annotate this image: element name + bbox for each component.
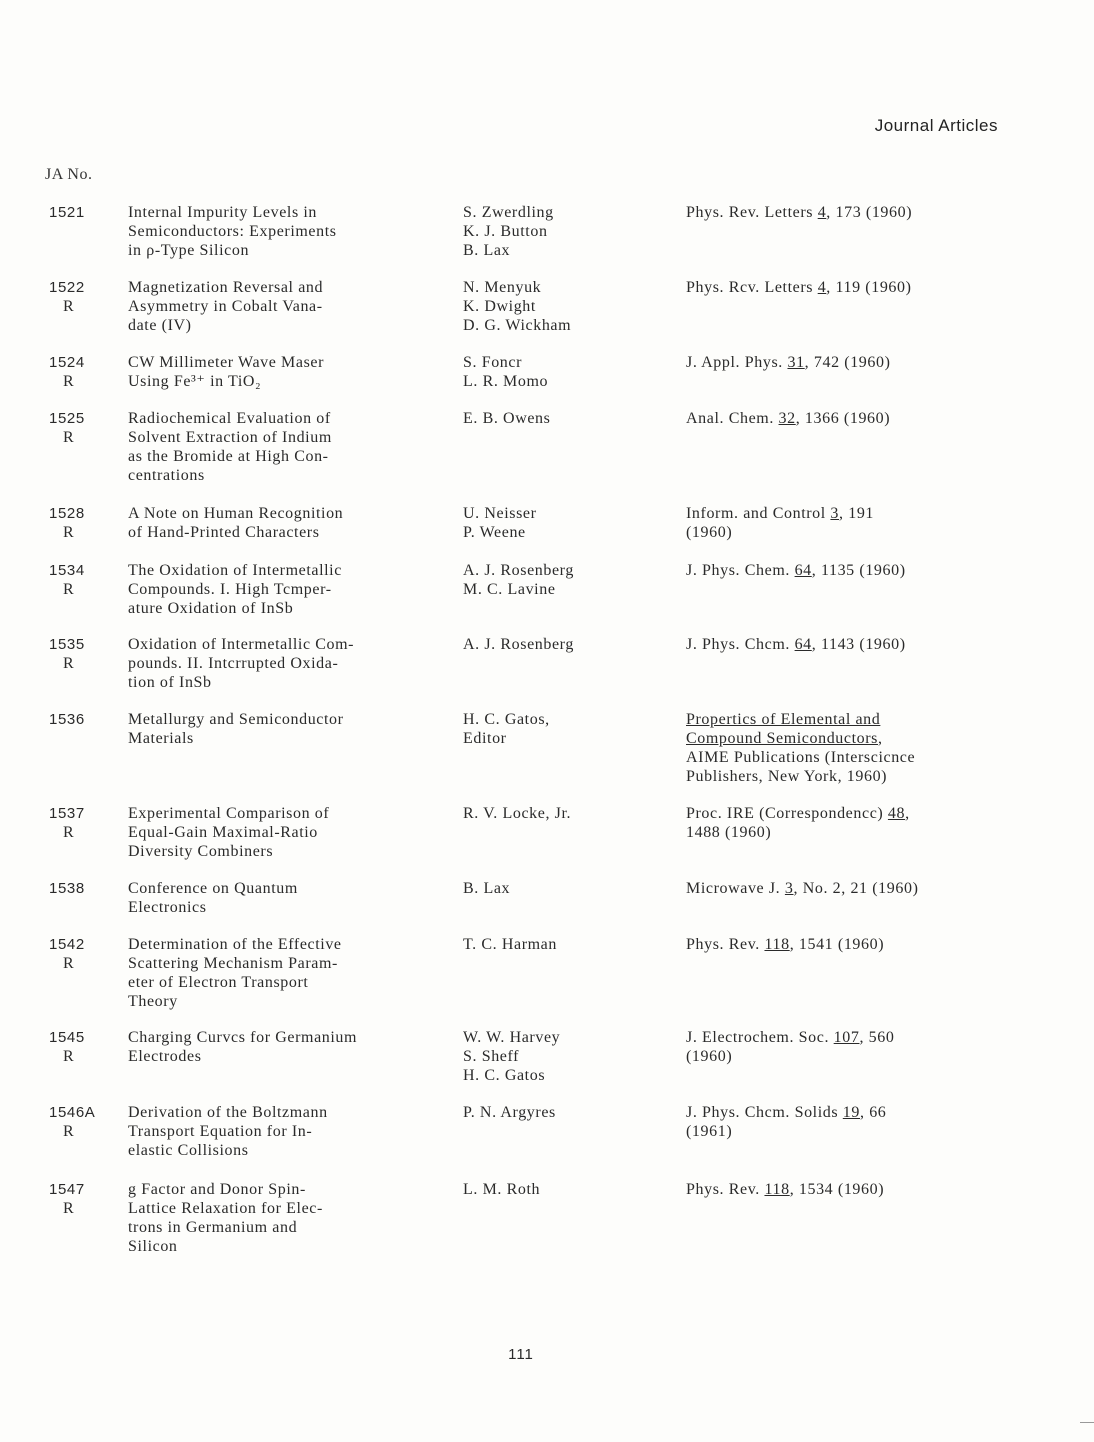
reference-text: , 1366 (1960) <box>795 410 891 427</box>
article-title <box>128 504 448 542</box>
article-title <box>128 1103 448 1160</box>
article-title <box>128 561 448 618</box>
ja-number <box>49 1028 119 1066</box>
reference-line <box>686 729 1006 748</box>
reference-line <box>686 353 1006 372</box>
article-title-line: Compounds. I. High Tcmper- <box>128 581 332 598</box>
article-title-line: Asymmetry in Cobalt Vana- <box>128 298 323 315</box>
ja-number <box>49 353 119 391</box>
article-title-line: date (IV) <box>128 317 192 334</box>
reference-text: J. Appl. Phys. <box>686 354 788 371</box>
reference-text: Phys. Rcv. Letters <box>686 279 818 296</box>
article-title-line: Magnetization Reversal and <box>128 279 324 296</box>
ja-number-value: 1528 <box>49 505 85 522</box>
reference-line <box>686 935 1006 954</box>
reprint-marker: R <box>63 1048 75 1065</box>
article-title-line: Charging Curvcs for Germanium <box>128 1029 358 1046</box>
reprint-marker: R <box>63 1200 75 1217</box>
article-authors-line: A. J. Rosenberg <box>463 562 574 579</box>
reference-text: Phys. Rev. <box>686 936 765 953</box>
article-authors <box>463 935 673 954</box>
article-title-line: trons in Germanium and <box>128 1219 298 1236</box>
article-title-line: of Hand-Printed Characters <box>128 524 320 541</box>
article-title <box>128 1028 448 1066</box>
article-authors <box>463 1103 673 1122</box>
reference-volume: 31 <box>787 354 805 371</box>
section-header: Journal Articles <box>874 116 998 135</box>
article-authors-line: K. J. Button <box>463 223 548 240</box>
reference-line <box>686 278 1006 297</box>
reference-text: , <box>905 805 910 822</box>
reference-line <box>686 561 1006 580</box>
reprint-marker: R <box>63 581 75 598</box>
reference-volume: 107 <box>833 1029 860 1046</box>
reference-text: , <box>878 730 883 747</box>
ja-number-value: 1536 <box>49 711 85 728</box>
article-title <box>128 710 448 748</box>
article-authors-line: K. Dwight <box>463 298 536 315</box>
reference-text: (1960) <box>686 524 733 541</box>
reference-volume: 3 <box>830 505 840 522</box>
article-title-line: g Factor and Donor Spin- <box>128 1181 306 1198</box>
article-authors <box>463 504 673 542</box>
article-title-line: Metallurgy and Semiconductor <box>128 711 344 728</box>
ja-number-value: 1542 <box>49 936 85 953</box>
article-title <box>128 278 448 335</box>
reprint-marker: R <box>63 655 75 672</box>
article-title <box>128 203 448 260</box>
ja-number-value: 1547 <box>49 1181 85 1198</box>
ja-number-value: 1534 <box>49 562 85 579</box>
reference-line <box>686 767 1006 786</box>
reference-text: Publishers, New York, 1960) <box>686 768 888 785</box>
article-authors <box>463 561 673 599</box>
article-authors <box>463 710 673 748</box>
article-authors <box>463 1180 673 1199</box>
ja-number <box>49 561 119 599</box>
ja-number <box>49 278 119 316</box>
article-title-line: Internal Impurity Levels in <box>128 204 318 221</box>
reference-text: Inform. and Control <box>686 505 831 522</box>
article-title-line: centrations <box>128 467 205 484</box>
ja-number <box>49 1180 119 1218</box>
reference-text: J. Electrochem. Soc. <box>686 1029 834 1046</box>
ja-number <box>49 203 119 222</box>
article-title <box>128 935 448 1011</box>
article-title-line: Diversity Combiners <box>128 843 274 860</box>
article-authors-line: A. J. Rosenberg <box>463 636 574 653</box>
reference-line <box>686 1180 1006 1199</box>
reference-text: , 742 (1960) <box>804 354 891 371</box>
reprint-marker: R <box>63 524 75 541</box>
ja-number-value: 1525 <box>49 410 85 427</box>
article-authors <box>463 804 673 823</box>
article-title-line: Experimental Comparison of <box>128 805 330 822</box>
reference-volume: 19 <box>842 1104 860 1121</box>
article-title-line: Determination of the Effective <box>128 936 342 953</box>
reference-line <box>686 1047 1006 1066</box>
reference-text: Proc. IRE (Correspondencc) <box>686 805 888 822</box>
article-authors <box>463 635 673 654</box>
ja-number <box>49 935 119 973</box>
reference-text: J. Phys. Chem. <box>686 562 795 579</box>
article-authors <box>463 879 673 898</box>
article-title <box>128 409 448 485</box>
reference-text: (1960) <box>686 1048 733 1065</box>
article-authors-line: B. Lax <box>463 242 511 259</box>
reference-text: J. Phys. Chcm. Solids <box>686 1104 843 1121</box>
ja-number-value: 1546A <box>49 1104 96 1121</box>
article-title-line: Radiochemical Evaluation of <box>128 410 331 427</box>
reference-volume: 118 <box>764 936 790 953</box>
article-authors-line: S. Zwerdling <box>463 204 554 221</box>
reference-line <box>686 409 1006 428</box>
ja-number-value: 1545 <box>49 1029 85 1046</box>
reprint-marker: R <box>63 373 75 390</box>
ja-number <box>49 804 119 842</box>
article-title-line: Conference on Quantum <box>128 880 298 897</box>
article-reference <box>686 635 1006 654</box>
article-title-line: Lattice Relaxation for Elec- <box>128 1200 323 1217</box>
ja-number-value: 1521 <box>49 204 85 221</box>
reference-text: Phys. Rev. <box>686 1181 765 1198</box>
article-title-line: Electrodes <box>128 1048 202 1065</box>
ja-number <box>49 1103 119 1141</box>
article-reference <box>686 353 1006 372</box>
reference-text: , 66 <box>860 1104 887 1121</box>
article-reference <box>686 804 1006 842</box>
reference-text: , 1534 (1960) <box>789 1181 885 1198</box>
article-authors-line: H. C. Gatos <box>463 1067 546 1084</box>
reference-text: , 1541 (1960) <box>789 936 885 953</box>
article-authors-line: T. C. Harman <box>463 936 557 953</box>
article-reference <box>686 1028 1006 1066</box>
reference-line <box>686 504 1006 523</box>
article-authors <box>463 1028 673 1085</box>
article-authors <box>463 353 673 391</box>
article-authors <box>463 278 673 335</box>
article-authors-line: R. V. Locke, Jr. <box>463 805 572 822</box>
article-reference <box>686 1180 1006 1199</box>
reference-volume: 4 <box>817 204 827 221</box>
ja-number-value: 1524 <box>49 354 85 371</box>
reference-volume: 48 <box>887 805 906 822</box>
article-title-line: Equal-Gain Maximal-Ratio <box>128 824 318 841</box>
reference-volume: 3 <box>784 880 794 897</box>
article-title-line: Semiconductors: Experiments <box>128 223 337 240</box>
article-reference <box>686 504 1006 542</box>
reference-line <box>686 823 1006 842</box>
reference-text: Microwave J. <box>686 880 785 897</box>
reference-text: , 191 <box>839 505 875 522</box>
reference-line <box>686 804 1006 823</box>
reference-volume: 64 <box>794 562 812 579</box>
article-title-line: Silicon <box>128 1238 178 1255</box>
article-title-line: pounds. II. Intcrrupted Oxida- <box>128 655 339 672</box>
article-title-line: Materials <box>128 730 194 747</box>
article-title <box>128 353 448 391</box>
article-authors-line: E. B. Owens <box>463 410 551 427</box>
article-reference <box>686 278 1006 297</box>
article-authors-line: B. Lax <box>463 880 511 897</box>
article-title-line: Scattering Mechanism Param- <box>128 955 338 972</box>
reference-text: , 119 (1960) <box>826 279 912 296</box>
reference-text: (1961) <box>686 1123 733 1140</box>
reference-text: , 560 <box>859 1029 895 1046</box>
reference-volume: 32 <box>778 410 796 427</box>
article-title-line: ature Oxidation of InSb <box>128 600 294 617</box>
reference-line <box>686 523 1006 542</box>
article-title-line: Transport Equation for In- <box>128 1123 313 1140</box>
article-title-line: Theory <box>128 993 178 1010</box>
article-reference <box>686 1103 1006 1141</box>
article-title <box>128 804 448 861</box>
article-authors-line: U. Neisser <box>463 505 537 522</box>
article-authors-line: L. M. Roth <box>463 1181 541 1198</box>
ja-number <box>49 504 119 542</box>
article-title-line: in ρ-Type Silicon <box>128 242 250 259</box>
reference-volume: 4 <box>817 279 827 296</box>
article-title-line: eter of Electron Transport <box>128 974 309 991</box>
reference-text: J. Phys. Chcm. <box>686 636 795 653</box>
reprint-marker: R <box>63 1123 75 1140</box>
reprint-marker: R <box>63 429 75 446</box>
article-title-line: Using Fe³⁺ in TiO₂ <box>128 373 262 390</box>
ja-number-value: 1538 <box>49 880 85 897</box>
article-authors-line: S. Sheff <box>463 1048 520 1065</box>
article-authors-line: S. Foncr <box>463 354 523 371</box>
reference-volume: Compound Semiconductors <box>686 730 879 747</box>
article-reference <box>686 409 1006 428</box>
ja-number <box>49 409 119 447</box>
reference-line <box>686 635 1006 654</box>
article-authors-line: L. R. Momo <box>463 373 549 390</box>
article-authors <box>463 203 673 260</box>
article-title-line: Electronics <box>128 899 207 916</box>
article-title-line: Derivation of the Boltzmann <box>128 1104 328 1121</box>
article-reference <box>686 561 1006 580</box>
article-title-line: as the Bromide at High Con- <box>128 448 329 465</box>
reference-text: , 1135 (1960) <box>811 562 906 579</box>
article-authors-line: D. G. Wickham <box>463 317 572 334</box>
article-title-line: elastic Collisions <box>128 1142 249 1159</box>
reprint-marker: R <box>63 824 75 841</box>
article-authors-line: H. C. Gatos, <box>463 711 550 728</box>
article-authors <box>463 409 673 428</box>
article-title-line: A Note on Human Recognition <box>128 505 344 522</box>
corner-rule <box>1080 1422 1094 1423</box>
reference-line <box>686 710 1006 729</box>
article-reference <box>686 203 1006 222</box>
ja-number <box>49 879 119 898</box>
article-title-line: CW Millimeter Wave Maser <box>128 354 325 371</box>
reference-text: , 1143 (1960) <box>811 636 906 653</box>
article-authors-line: P. Weene <box>463 524 526 541</box>
reference-line <box>686 203 1006 222</box>
reference-text: , 173 (1960) <box>826 204 913 221</box>
article-title-line: tion of InSb <box>128 674 212 691</box>
reference-text: 1488 (1960) <box>686 824 772 841</box>
article-title <box>128 1180 448 1256</box>
reference-line <box>686 1122 1006 1141</box>
ja-number-value: 1522 <box>49 279 85 296</box>
reference-line <box>686 748 1006 767</box>
reference-line <box>686 1028 1006 1047</box>
ja-number-value: 1535 <box>49 636 85 653</box>
article-title <box>128 879 448 917</box>
reference-volume: Propertics of Elemental and <box>686 711 881 728</box>
reprint-marker: R <box>63 955 75 972</box>
article-authors-line: Editor <box>463 730 507 747</box>
ja-number-column-label: JA No. <box>45 166 93 183</box>
article-authors-line: W. W. Harvey <box>463 1029 561 1046</box>
reference-text: AIME Publications (Interscicnce <box>686 749 916 766</box>
article-reference <box>686 710 1006 786</box>
article-title <box>128 635 448 692</box>
reference-text: Anal. Chem. <box>686 410 779 427</box>
ja-number <box>49 635 119 673</box>
reference-text: , No. 2, 21 (1960) <box>793 880 919 897</box>
reference-line <box>686 1103 1006 1122</box>
reference-volume: 64 <box>794 636 812 653</box>
reprint-marker: R <box>63 298 75 315</box>
page-number: 111 <box>508 1346 534 1363</box>
article-authors-line: N. Menyuk <box>463 279 542 296</box>
article-reference <box>686 935 1006 954</box>
article-authors-line: P. N. Argyres <box>463 1104 556 1121</box>
article-title-line: The Oxidation of Intermetallic <box>128 562 342 579</box>
article-title-line: Oxidation of Intermetallic Com- <box>128 636 355 653</box>
ja-number <box>49 710 119 729</box>
article-title-line: Solvent Extraction of Indium <box>128 429 332 446</box>
reference-volume: 118 <box>764 1181 790 1198</box>
article-authors-line: M. C. Lavine <box>463 581 556 598</box>
article-reference <box>686 879 1006 898</box>
reference-text: Phys. Rev. Letters <box>686 204 818 221</box>
ja-number-value: 1537 <box>49 805 85 822</box>
reference-line <box>686 879 1006 898</box>
